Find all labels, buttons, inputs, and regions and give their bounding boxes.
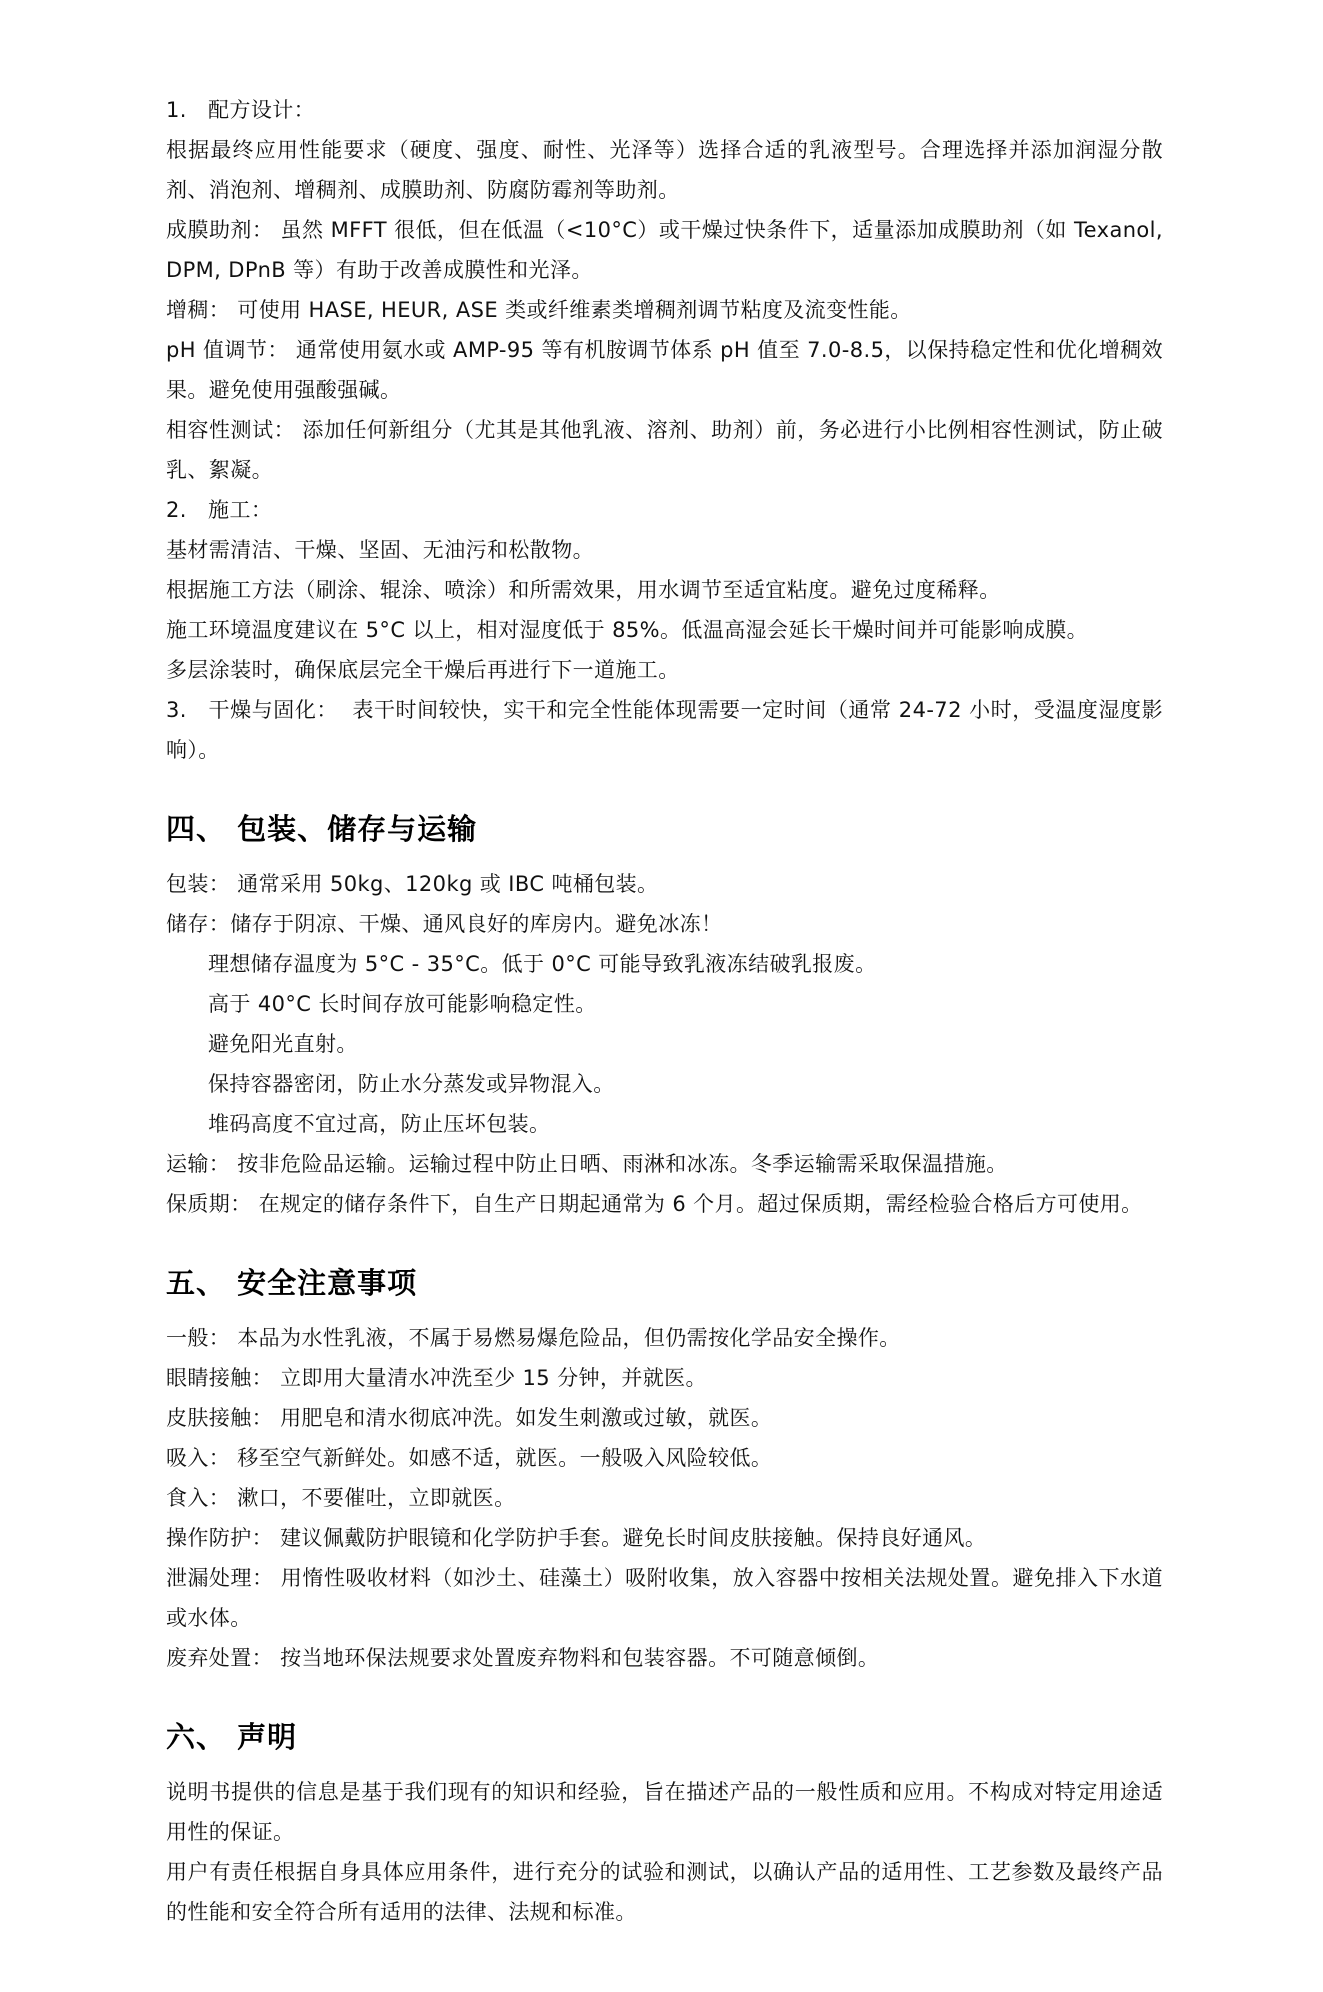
body-paragraph: 储存：储存于阴凉、干燥、通风良好的库房内。避免冰冻！ — [166, 912, 723, 936]
numbered-item-formulation: 1. 配方设计： — [166, 98, 316, 122]
body-paragraph: 根据施工方法（刷涂、辊涂、喷涂）和所需效果，用水调节至适宜粘度。避免过度稀释。 — [166, 578, 1001, 602]
indented-line: 堆码高度不宜过高，防止压坏包装。 — [208, 1112, 551, 1136]
indented-line: 高于 40°C 长时间存放可能影响稳定性。 — [208, 992, 597, 1016]
body-paragraph: 吸入： 移至空气新鲜处。如感不适，就医。一般吸入风险较低。 — [166, 1446, 773, 1470]
indented-line: 避免阳光直射。 — [208, 1032, 358, 1056]
section-heading-safety: 五、 安全注意事项 — [166, 1266, 418, 1300]
body-paragraph: 说明书提供的信息是基于我们现有的知识和经验，旨在描述产品的一般性质和应用。不构成对特定用途适用性的保证。 — [166, 1780, 1163, 1844]
body-paragraph: 根据最终应用性能要求（硬度、强度、耐性、光泽等）选择合适的乳液型号。合理选择并添加润湿分散剂、消泡剂、增稠剂、成膜助剂、防腐防霉剂等助剂。 — [166, 138, 1163, 202]
numbered-item-drying: 3. 干燥与固化： 表干时间较快，实干和完全性能体现需要一定时间（通常 24-72 小时，受温度湿度影响）。 — [166, 698, 1163, 762]
section-heading-packaging: 四、 包装、储存与运输 — [166, 812, 478, 846]
body-paragraph: 操作防护： 建议佩戴防护眼镜和化学防护手套。避免长时间皮肤接触。保持良好通风。 — [166, 1526, 987, 1550]
body-paragraph: 食入： 漱口，不要催吐，立即就医。 — [166, 1486, 516, 1510]
body-paragraph: 增稠： 可使用 HASE, HEUR, ASE 类或纤维素类增稠剂调节粘度及流变性能。 — [166, 298, 912, 322]
body-paragraph: 包装： 通常采用 50kg、120kg 或 IBC 吨桶包装。 — [166, 872, 659, 896]
body-paragraph: pH 值调节： 通常使用氨水或 AMP-95 等有机胺调节体系 pH 值至 7.0-8.5，以保持稳定性和优化增稠效果。避免使用强酸强碱。 — [166, 338, 1163, 402]
body-paragraph: 保质期： 在规定的储存条件下，自生产日期起通常为 6 个月。超过保质期，需经检验合格后方可使用。 — [166, 1192, 1143, 1216]
body-paragraph: 皮肤接触： 用肥皂和清水彻底冲洗。如发生刺激或过敏，就医。 — [166, 1406, 773, 1430]
body-paragraph: 基材需清洁、干燥、坚固、无油污和松散物。 — [166, 538, 594, 562]
body-paragraph: 施工环境温度建议在 5°C 以上，相对湿度低于 85%。低温高湿会延长干燥时间并可能影响成膜。 — [166, 618, 1089, 642]
body-paragraph: 眼睛接触： 立即用大量清水冲洗至少 15 分钟，并就医。 — [166, 1366, 707, 1390]
body-paragraph: 运输： 按非危险品运输。运输过程中防止日晒、雨淋和冰冻。冬季运输需采取保温措施。 — [166, 1152, 1008, 1176]
body-paragraph: 用户有责任根据自身具体应用条件，进行充分的试验和测试，以确认产品的适用性、工艺参数及最终产品的性能和安全符合所有适用的法律、法规和标准。 — [166, 1860, 1163, 1924]
indented-line: 理想储存温度为 5°C - 35°C。低于 0°C 可能导致乳液冻结破乳报废。 — [208, 952, 877, 976]
body-paragraph: 成膜助剂： 虽然 MFFT 很低，但在低温（<10°C）或干燥过快条件下，适量添加成膜助剂（如 Texanol, DPM, DPnB 等）有助于改善成膜性和光泽。 — [166, 218, 1171, 282]
section-heading-disclaimer: 六、 声明 — [166, 1720, 298, 1754]
numbered-item-application: 2. 施工： — [166, 498, 273, 522]
body-paragraph: 废弃处置： 按当地环保法规要求处置废弃物料和包装容器。不可随意倾倒。 — [166, 1646, 880, 1670]
body-paragraph: 相容性测试： 添加任何新组分（尤其是其他乳液、溶剂、助剂）前，务必进行小比例相容性测试，防止破乳、絮凝。 — [166, 418, 1163, 482]
body-paragraph: 多层涂装时，确保底层完全干燥后再进行下一道施工。 — [166, 658, 680, 682]
body-paragraph: 泄漏处理： 用惰性吸收材料（如沙土、硅藻土）吸附收集，放入容器中按相关法规处置。避免排入下水道或水体。 — [166, 1566, 1163, 1630]
body-paragraph: 一般： 本品为水性乳液，不属于易燃易爆危险品，但仍需按化学品安全操作。 — [166, 1326, 901, 1350]
indented-line: 保持容器密闭，防止水分蒸发或异物混入。 — [208, 1072, 615, 1096]
